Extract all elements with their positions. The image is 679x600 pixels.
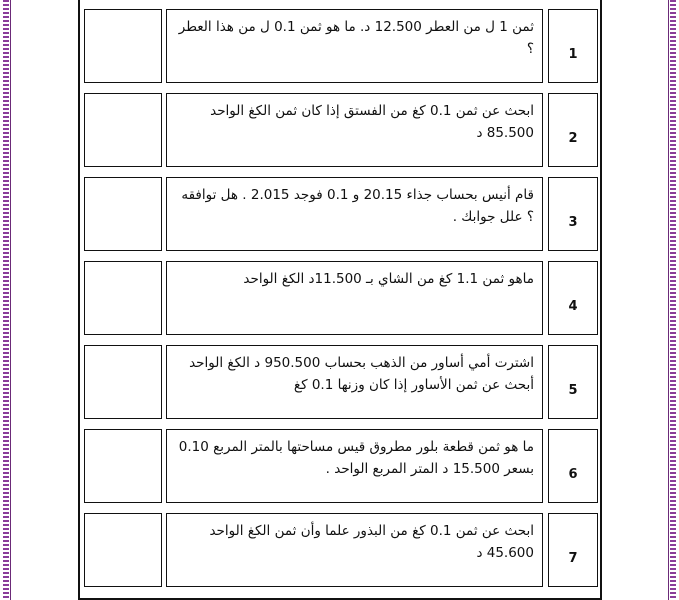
exercise-row-5 [80,342,600,422]
exercise-text: ماهو ثمن 1.1 كغ من الشاي بـ 11.500د الكغ الواحد [166,261,543,335]
answer-cell [84,177,162,251]
exercise-text: ابحث عن ثمن 0.1 كغ من الفستق إذا كان ثمن الكغ الواحد 85.500 د [166,93,543,167]
exercise-text: ابحث عن ثمن 0.1 كغ من البذور علما وأن ثمن الكغ الواحد 45.600 د [166,513,543,587]
exercise-text: اشترت أمي أساور من الذهب بحساب 950.500 د الكغ الواحد أبحث عن ثمن الأساور إذا كان وزنها 0.1 كغ [166,345,543,419]
answer-cell [84,429,162,503]
exercise-row-6 [80,426,600,506]
exercise-number: 1 [548,9,598,83]
answer-cell [84,9,162,83]
answer-cell [84,261,162,335]
exercise-text: ثمن 1 ل من العطر 12.500 د. ما هو ثمن 0.1 ل من هذا العطر ؟ [166,9,543,83]
answer-cell [84,93,162,167]
exercise-text: ما هو ثمن قطعة بلور مطروق قيس مساحتها بالمتر المربع 0.10 بسعر 15.500 د المتر المربع الواحد . [166,429,543,503]
answer-cell [84,513,162,587]
exercise-row-7 [80,510,600,590]
decorative-border-right [670,0,676,600]
exercise-row-3 [80,174,600,254]
exercise-row-2 [80,90,600,170]
exercise-number: 4 [548,261,598,335]
answer-cell [84,345,162,419]
exercise-number: 3 [548,177,598,251]
exercise-number: 5 [548,345,598,419]
exercise-row-4 [80,258,600,338]
exercise-row-1 [80,6,600,86]
decorative-border-left [3,0,9,600]
exercise-number: 2 [548,93,598,167]
exercise-table [78,0,602,600]
exercise-number: 7 [548,513,598,587]
exercise-text: قام أنيس بحساب جذاء 20.15 و 0.1 فوجد 2.015 . هل توافقه ؟ علل جوابك . [166,177,543,251]
exercise-number: 6 [548,429,598,503]
